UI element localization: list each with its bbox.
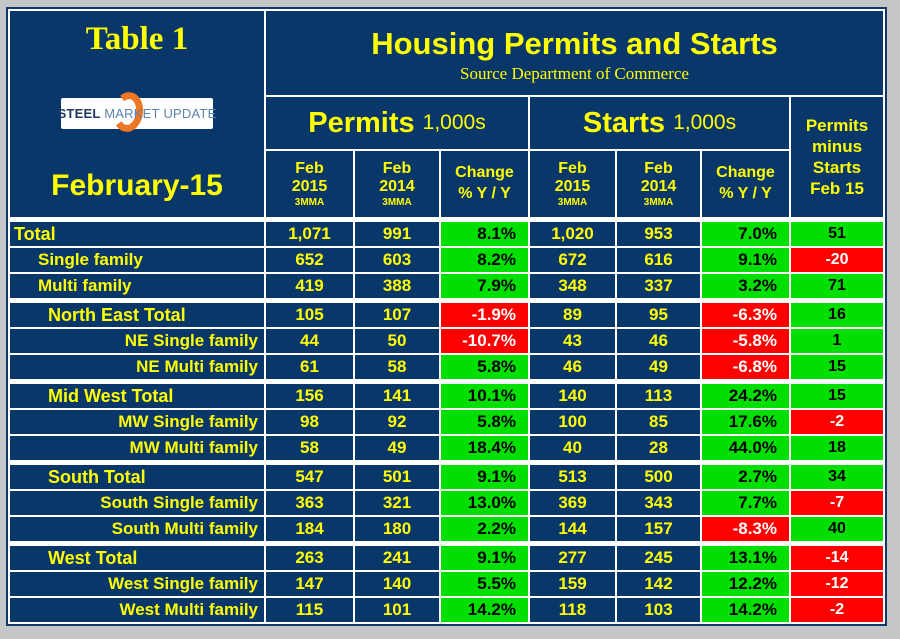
source-note: Source Department of Commerce (460, 64, 689, 83)
permits-change-value: 13.0% (441, 491, 528, 515)
table-body (10, 217, 883, 622)
permits-minus-starts-value: -2 (791, 410, 883, 434)
permits-group-name: Permits (308, 106, 415, 139)
diff-header-line: Feb 15 (810, 179, 864, 199)
starts-feb2014-value: 157 (617, 517, 700, 541)
permits-feb2014-value: 107 (355, 303, 439, 327)
group-separator (10, 543, 883, 544)
col-header-permits-change: Change % Y / Y (441, 151, 528, 217)
report-month: February-15 (51, 169, 223, 202)
permits-feb2015-value: 98 (266, 410, 353, 434)
permits-minus-starts-value: -7 (791, 491, 883, 515)
col-header-starts-change: Change % Y / Y (702, 151, 789, 217)
permits-feb2014-value: 180 (355, 517, 439, 541)
table-row (10, 436, 883, 460)
table-row (10, 546, 883, 570)
starts-feb2015-value: 159 (530, 572, 615, 596)
col-header-starts-feb2014: Feb 2014 3MMA (617, 151, 700, 217)
starts-feb2014-value: 953 (617, 222, 700, 246)
permits-change-value: 8.2% (441, 248, 528, 272)
row-label: Mid West Total (10, 384, 264, 408)
logo-word-update: UPDATE (163, 106, 217, 121)
logo-text (58, 106, 217, 121)
permits-feb2015-value: 156 (266, 384, 353, 408)
starts-change-value: 3.2% (702, 274, 789, 298)
starts-change-value: -8.3% (702, 517, 789, 541)
diff-header-line: minus (811, 136, 863, 156)
row-label: West Total (10, 546, 264, 570)
permits-change-value: 7.9% (441, 274, 528, 298)
starts-feb2015-value: 140 (530, 384, 615, 408)
permits-minus-starts-value: 40 (791, 517, 883, 541)
permits-change-value: 9.1% (441, 465, 528, 489)
row-label: NE Multi family (10, 355, 264, 379)
permits-feb2015-value: 105 (266, 303, 353, 327)
row-label: South Multi family (10, 517, 264, 541)
group-separator (10, 381, 883, 382)
permits-feb2014-value: 140 (355, 572, 439, 596)
col-header-starts-feb2015: Feb 2015 3MMA (530, 151, 615, 217)
starts-feb2014-value: 142 (617, 572, 700, 596)
table-header (10, 11, 883, 217)
permits-feb2014-value: 92 (355, 410, 439, 434)
group-separator (10, 462, 883, 463)
starts-change-value: -5.8% (702, 329, 789, 353)
starts-change-value: 13.1% (702, 546, 789, 570)
starts-feb2015-value: 118 (530, 598, 615, 622)
starts-change-value: 14.2% (702, 598, 789, 622)
permits-feb2014-value: 241 (355, 546, 439, 570)
permits-change-value: -10.7% (441, 329, 528, 353)
table-row (10, 329, 883, 353)
permits-feb2015-value: 147 (266, 572, 353, 596)
permits-feb2014-value: 388 (355, 274, 439, 298)
row-label: West Single family (10, 572, 264, 596)
table-row (10, 274, 883, 298)
permits-minus-starts-value: 15 (791, 384, 883, 408)
starts-feb2014-value: 95 (617, 303, 700, 327)
permits-feb2014-value: 991 (355, 222, 439, 246)
starts-feb2014-value: 113 (617, 384, 700, 408)
starts-feb2014-value: 46 (617, 329, 700, 353)
permits-feb2014-value: 50 (355, 329, 439, 353)
starts-feb2015-value: 369 (530, 491, 615, 515)
permits-change-value: 14.2% (441, 598, 528, 622)
starts-feb2014-value: 616 (617, 248, 700, 272)
starts-feb2015-value: 513 (530, 465, 615, 489)
starts-change-value: 2.7% (702, 465, 789, 489)
row-label: West Multi family (10, 598, 264, 622)
starts-change-value: 24.2% (702, 384, 789, 408)
permits-minus-starts-value: 15 (791, 355, 883, 379)
permits-feb2015-value: 263 (266, 546, 353, 570)
permits-feb2015-value: 652 (266, 248, 353, 272)
permits-feb2015-value: 61 (266, 355, 353, 379)
starts-change-value: 7.0% (702, 222, 789, 246)
permits-feb2014-value: 321 (355, 491, 439, 515)
permits-minus-starts-value: 51 (791, 222, 883, 246)
col-header-permits-feb2014: Feb 2014 3MMA (355, 151, 439, 217)
permits-minus-starts-value: -12 (791, 572, 883, 596)
table-row (10, 572, 883, 596)
table-row (10, 303, 883, 327)
permits-minus-starts-value: 16 (791, 303, 883, 327)
starts-change-value: -6.8% (702, 355, 789, 379)
starts-feb2014-value: 343 (617, 491, 700, 515)
starts-feb2015-value: 348 (530, 274, 615, 298)
housing-table (6, 7, 887, 626)
col-header-permits-feb2015: Feb 2015 3MMA (266, 151, 353, 217)
starts-change-value: -6.3% (702, 303, 789, 327)
permits-group-header (266, 97, 528, 149)
starts-group-header (530, 97, 789, 149)
row-label: MW Single family (10, 410, 264, 434)
page-title: Housing Permits and Starts (371, 26, 778, 61)
starts-feb2014-value: 500 (617, 465, 700, 489)
table-row (10, 384, 883, 408)
permits-feb2014-value: 101 (355, 598, 439, 622)
permits-change-value: 10.1% (441, 384, 528, 408)
starts-feb2015-value: 100 (530, 410, 615, 434)
permits-feb2015-value: 363 (266, 491, 353, 515)
starts-feb2015-value: 1,020 (530, 222, 615, 246)
starts-feb2014-value: 103 (617, 598, 700, 622)
table-row (10, 465, 883, 489)
table-row (10, 222, 883, 246)
starts-feb2015-value: 89 (530, 303, 615, 327)
row-label: Single family (10, 248, 264, 272)
logo-word-market: MARKET (104, 106, 160, 121)
row-label: MW Multi family (10, 436, 264, 460)
permits-feb2015-value: 58 (266, 436, 353, 460)
permits-change-value: -1.9% (441, 303, 528, 327)
diff-header-line: Starts (812, 158, 862, 177)
permits-feb2015-value: 184 (266, 517, 353, 541)
diff-header-line: Permits (805, 115, 869, 135)
permits-change-value: 5.8% (441, 355, 528, 379)
table-row (10, 248, 883, 272)
row-label: NE Single family (10, 329, 264, 353)
permits-feb2015-value: 547 (266, 465, 353, 489)
permits-change-value: 9.1% (441, 546, 528, 570)
starts-feb2015-value: 40 (530, 436, 615, 460)
permits-change-value: 2.2% (441, 517, 528, 541)
starts-feb2014-value: 85 (617, 410, 700, 434)
permits-feb2014-value: 501 (355, 465, 439, 489)
steel-market-update-logo (57, 98, 217, 129)
table-row (10, 410, 883, 434)
row-label: Multi family (10, 274, 264, 298)
logo-word-steel: STEEL (57, 106, 101, 121)
table-row (10, 517, 883, 541)
title-block (266, 11, 883, 95)
starts-change-value: 12.2% (702, 572, 789, 596)
permits-feb2015-value: 419 (266, 274, 353, 298)
starts-change-value: 44.0% (702, 436, 789, 460)
permits-feb2015-value: 1,071 (266, 222, 353, 246)
starts-feb2015-value: 46 (530, 355, 615, 379)
starts-feb2015-value: 144 (530, 517, 615, 541)
row-label: South Single family (10, 491, 264, 515)
starts-change-value: 17.6% (702, 410, 789, 434)
permits-feb2014-value: 58 (355, 355, 439, 379)
permits-minus-starts-value: 1 (791, 329, 883, 353)
table-row (10, 491, 883, 515)
permits-minus-starts-value: -2 (791, 598, 883, 622)
starts-feb2014-value: 49 (617, 355, 700, 379)
permits-group-unit: 1,000s (422, 111, 486, 134)
permits-change-value: 18.4% (441, 436, 528, 460)
permits-minus-starts-value: 71 (791, 274, 883, 298)
starts-feb2014-value: 337 (617, 274, 700, 298)
permits-feb2015-value: 44 (266, 329, 353, 353)
row-label: South Total (10, 465, 264, 489)
table-number-label: Table 1 (85, 21, 189, 57)
row-label: North East Total (10, 303, 264, 327)
permits-change-value: 8.1% (441, 222, 528, 246)
permits-feb2014-value: 603 (355, 248, 439, 272)
permits-minus-starts-value: -14 (791, 546, 883, 570)
starts-feb2014-value: 245 (617, 546, 700, 570)
row-label: Total (10, 222, 264, 246)
permits-minus-starts-value: 34 (791, 465, 883, 489)
permits-minus-starts-header (791, 97, 883, 217)
starts-feb2014-value: 28 (617, 436, 700, 460)
permits-minus-starts-value: -20 (791, 248, 883, 272)
starts-group-name: Starts (582, 106, 666, 139)
starts-group-unit: 1,000s (673, 111, 737, 134)
starts-feb2015-value: 277 (530, 546, 615, 570)
table-row (10, 355, 883, 379)
permits-change-value: 5.8% (441, 410, 528, 434)
permits-feb2014-value: 49 (355, 436, 439, 460)
left-info-panel (10, 11, 264, 217)
permits-feb2014-value: 141 (355, 384, 439, 408)
permits-feb2015-value: 115 (266, 598, 353, 622)
header-grid (266, 11, 883, 217)
starts-change-value: 9.1% (702, 248, 789, 272)
table-row (10, 598, 883, 622)
permits-change-value: 5.5% (441, 572, 528, 596)
starts-change-value: 7.7% (702, 491, 789, 515)
starts-feb2015-value: 672 (530, 248, 615, 272)
group-separator (10, 300, 883, 301)
permits-minus-starts-value: 18 (791, 436, 883, 460)
starts-feb2015-value: 43 (530, 329, 615, 353)
